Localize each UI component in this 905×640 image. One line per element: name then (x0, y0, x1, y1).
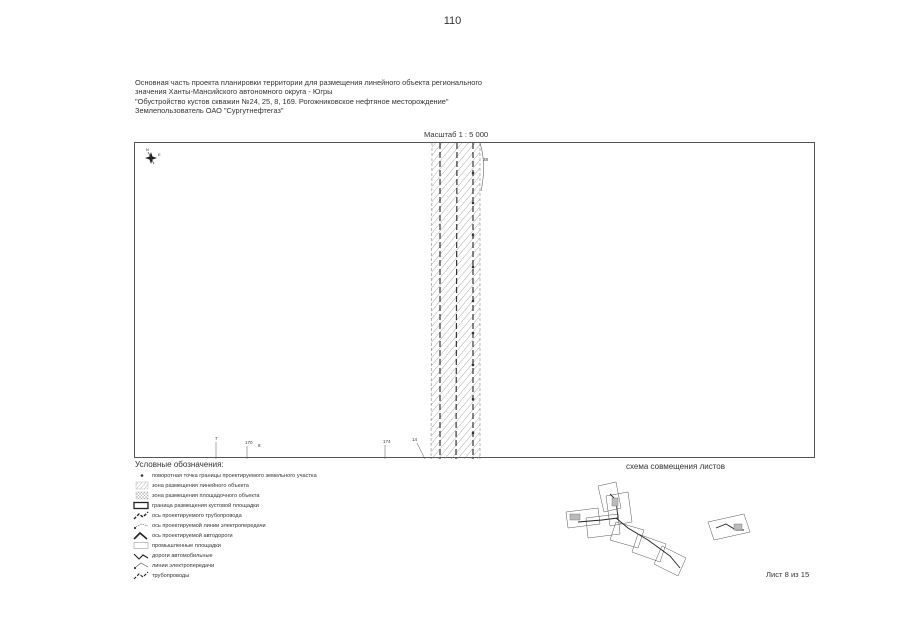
map-drawing (135, 143, 816, 459)
legend-item-roads (131, 551, 213, 560)
turning-point (472, 202, 475, 205)
point-label: 174 (383, 439, 391, 444)
industrial-site-icon (131, 541, 149, 550)
turning-point (472, 432, 475, 435)
header-line-2: значения Ханты-Мансийского автономного округа - Югры (135, 87, 333, 97)
hatched-zone-icon (131, 481, 149, 490)
legend-label: зона размещения площадочного объекта (152, 492, 260, 499)
legend-label: трубопроводы (152, 572, 190, 579)
legend-item-pipeline-axis (131, 511, 242, 520)
scheme-title: схема совмещения листов (626, 462, 725, 471)
pipeline-icon (131, 571, 149, 580)
legend-label: дороги автомобильные (152, 552, 213, 559)
turning-point (472, 398, 475, 401)
road-icon (131, 551, 149, 560)
sheet-scheme-diagram (558, 478, 763, 583)
legend-item-industrial-sites (131, 541, 221, 550)
powerline-axis-icon (131, 521, 149, 530)
legend-item-powerline-axis (131, 521, 266, 530)
legend-item-site-zone (131, 491, 259, 500)
point-label: 170 (245, 440, 253, 445)
legend-label: ось проектируемой автодороги (152, 532, 233, 539)
legend-item-powerlines (131, 561, 214, 570)
compass-north-label: N (146, 147, 149, 152)
turning-point (472, 172, 475, 175)
legend-item-pipelines (131, 571, 189, 580)
point-label: 38 (483, 157, 489, 162)
point-label: 8 (258, 443, 261, 448)
turning-point (472, 300, 475, 303)
point-label: 14 (412, 437, 418, 442)
sheet-number: Лист 8 из 15 (766, 570, 810, 579)
header-line-1: Основная часть проекта планировки территории для размещения линейного объекта регионального (135, 78, 483, 87)
legend-label: зона размещения линейного объекта (152, 482, 249, 489)
compass-east-label: E (158, 152, 161, 157)
legend-label: ось проектируемой линии электропередачи (152, 522, 266, 529)
legend-label: промышленные площадки (152, 542, 221, 549)
legend-item-pad-boundary (131, 501, 259, 510)
scale-label: Масштаб 1 : 5 000 (424, 130, 489, 139)
document-header (135, 78, 482, 115)
road-axis-icon (131, 531, 149, 540)
legend-item-linear-zone (131, 481, 249, 490)
turning-point (472, 332, 475, 335)
header-line-3: "Обустройство кустов скважин №24, 25, 8, 169. Рогожниковское нефтяное месторождение" (135, 96, 449, 106)
turning-point (472, 266, 475, 269)
header-line-4: Землепользователь ОАО "Сургутнефтегаз" (135, 105, 284, 115)
pad-boundary-icon (131, 501, 149, 510)
pipeline-axis-icon (131, 511, 149, 520)
legend-title: Условные обозначения: (135, 460, 224, 469)
crosshatch-zone-icon (131, 491, 149, 500)
point-label: 7 (215, 436, 218, 441)
legend-label: граница размещения кустовой площадки (152, 502, 259, 509)
map-frame (134, 142, 815, 458)
turning-point (472, 364, 475, 367)
turning-point-icon (131, 471, 149, 480)
legend-item-road-axis (131, 531, 233, 540)
compass-icon (145, 147, 161, 164)
turning-point (472, 234, 475, 237)
legend-label: ось проектируемого трубопровода (152, 512, 242, 519)
powerline-icon (131, 561, 149, 570)
legend-label: поворотная точка границы проектируемого земельного участка (152, 472, 317, 479)
page-number: 110 (443, 15, 462, 27)
legend-item-turning-point (131, 471, 317, 480)
legend-label: линии электропередачи (152, 562, 215, 569)
